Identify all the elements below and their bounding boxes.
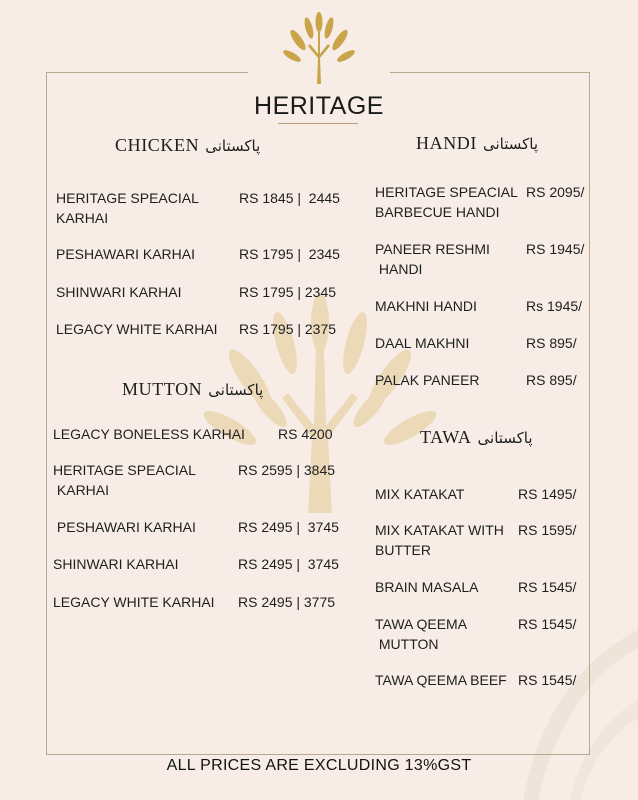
price-disclaimer: ALL PRICES ARE EXCLUDING 13%GST	[166, 757, 472, 774]
item-name	[375, 670, 507, 690]
section-urdu: پاکستانی	[205, 137, 261, 155]
list-item	[53, 592, 336, 612]
item-name-line: HERITAGE SPEACIAL	[56, 190, 199, 206]
item-name	[53, 424, 245, 444]
list-item	[56, 244, 340, 264]
item-name-line: LEGACY WHITE KARHAI	[53, 594, 215, 610]
item-name	[53, 460, 196, 500]
item-name-line: HANDI	[375, 261, 423, 277]
item-name	[56, 188, 199, 228]
item-price: RS 895/	[526, 372, 577, 388]
list-item	[56, 188, 340, 228]
item-name-line: BUTTER	[375, 542, 431, 558]
list-item	[53, 424, 333, 444]
item-name-line: SHINWARI KARHAI	[53, 556, 179, 572]
section-title-tawa	[420, 427, 533, 448]
section-title-handi	[416, 133, 538, 154]
section-name: MUTTON	[122, 379, 203, 399]
item-name	[375, 520, 504, 560]
item-name	[375, 182, 518, 222]
item-name-line: MIX KATAKAT WITH	[375, 522, 504, 538]
brand-logo	[248, 12, 390, 120]
item-name	[53, 554, 179, 574]
item-name-line: LEGACY WHITE KARHAI	[56, 321, 218, 337]
section-name: TAWA	[420, 427, 472, 447]
list-item	[375, 370, 625, 390]
item-name-line: BARBECUE HANDI	[375, 204, 500, 220]
section-title-chicken	[115, 135, 260, 156]
list-item	[375, 182, 625, 222]
section-title-mutton	[122, 379, 263, 400]
item-price: RS 4200	[278, 426, 333, 442]
item-price: RS 1545/	[518, 672, 577, 688]
item-price: RS 1845 | 2445	[239, 190, 340, 206]
list-item	[56, 319, 337, 339]
item-price: RS 2495 | 3745	[238, 519, 339, 535]
item-name-line: MUTTON	[375, 636, 439, 652]
item-name-line: LEGACY BONELESS KARHAI	[53, 426, 245, 442]
item-name-line: MIX KATAKAT	[375, 486, 465, 502]
item-name-line: KARHAI	[56, 210, 109, 226]
item-name-line: KARHAI	[53, 482, 110, 498]
item-price: RS 1545/	[518, 579, 577, 595]
item-price: RS 1945/	[526, 241, 585, 257]
list-item	[375, 296, 625, 316]
item-name-line: SHINWARI KARHAI	[56, 284, 182, 300]
section-urdu: پاکستانی	[477, 429, 533, 447]
item-name	[56, 319, 218, 339]
item-name	[375, 239, 490, 279]
section-urdu: پاکستانی	[208, 381, 264, 399]
brand-underline	[278, 123, 358, 124]
item-price: RS 2495 | 3745	[238, 556, 339, 572]
list-item	[375, 670, 625, 690]
item-price: RS 1545/	[518, 616, 577, 632]
item-price: RS 2495 | 3775	[238, 594, 336, 610]
item-name-line: HERITAGE SPEACIAL	[53, 462, 196, 478]
item-name-line: DAAL MAKHNI	[375, 335, 470, 351]
item-name-line: BRAIN MASALA	[375, 579, 479, 595]
list-item	[375, 239, 625, 279]
item-price: RS 1595/	[518, 522, 577, 538]
item-price: RS 2095/	[526, 184, 585, 200]
item-name	[375, 614, 467, 654]
item-name	[375, 484, 464, 504]
list-item	[375, 520, 625, 560]
item-name	[53, 517, 196, 537]
item-name	[375, 370, 480, 390]
list-item	[53, 517, 339, 537]
item-name-line: PALAK PANEER	[375, 372, 480, 388]
item-name-line: TAWA QEEMA BEEF	[375, 672, 507, 688]
brand-name: HERITAGE	[254, 92, 384, 120]
list-item	[375, 614, 625, 654]
list-item	[375, 577, 625, 597]
item-name	[53, 592, 215, 612]
list-item	[53, 460, 336, 500]
item-name	[375, 577, 478, 597]
section-urdu: پاکستانی	[483, 135, 539, 153]
item-price: RS 1795 | 2375	[239, 321, 337, 337]
item-name-line: PESHAWARI KARHAI	[53, 519, 196, 535]
item-name-line: PESHAWARI KARHAI	[56, 246, 195, 262]
tree-emblem-icon	[282, 12, 356, 86]
section-name: HANDI	[416, 133, 477, 153]
item-name	[56, 282, 182, 302]
item-price: RS 1795 | 2345	[239, 246, 340, 262]
item-name	[56, 244, 195, 264]
item-name-line: PANEER RESHMI	[375, 241, 490, 257]
list-item	[375, 333, 625, 353]
item-name-line: MAKHNI HANDI	[375, 298, 477, 314]
item-name	[375, 296, 477, 316]
item-name-line: TAWA QEEMA	[375, 616, 468, 632]
item-price: RS 1795 | 2345	[239, 284, 337, 300]
item-name-line: HERITAGE SPEACIAL	[375, 184, 518, 200]
list-item	[375, 484, 625, 504]
list-item	[56, 282, 337, 302]
item-price: Rs 1945/	[526, 298, 583, 314]
list-item	[53, 554, 339, 574]
section-name: CHICKEN	[115, 135, 200, 155]
item-price: RS 895/	[526, 335, 577, 351]
item-price: RS 2595 | 3845	[238, 462, 336, 478]
item-name	[375, 333, 469, 353]
item-price: RS 1495/	[518, 486, 577, 502]
